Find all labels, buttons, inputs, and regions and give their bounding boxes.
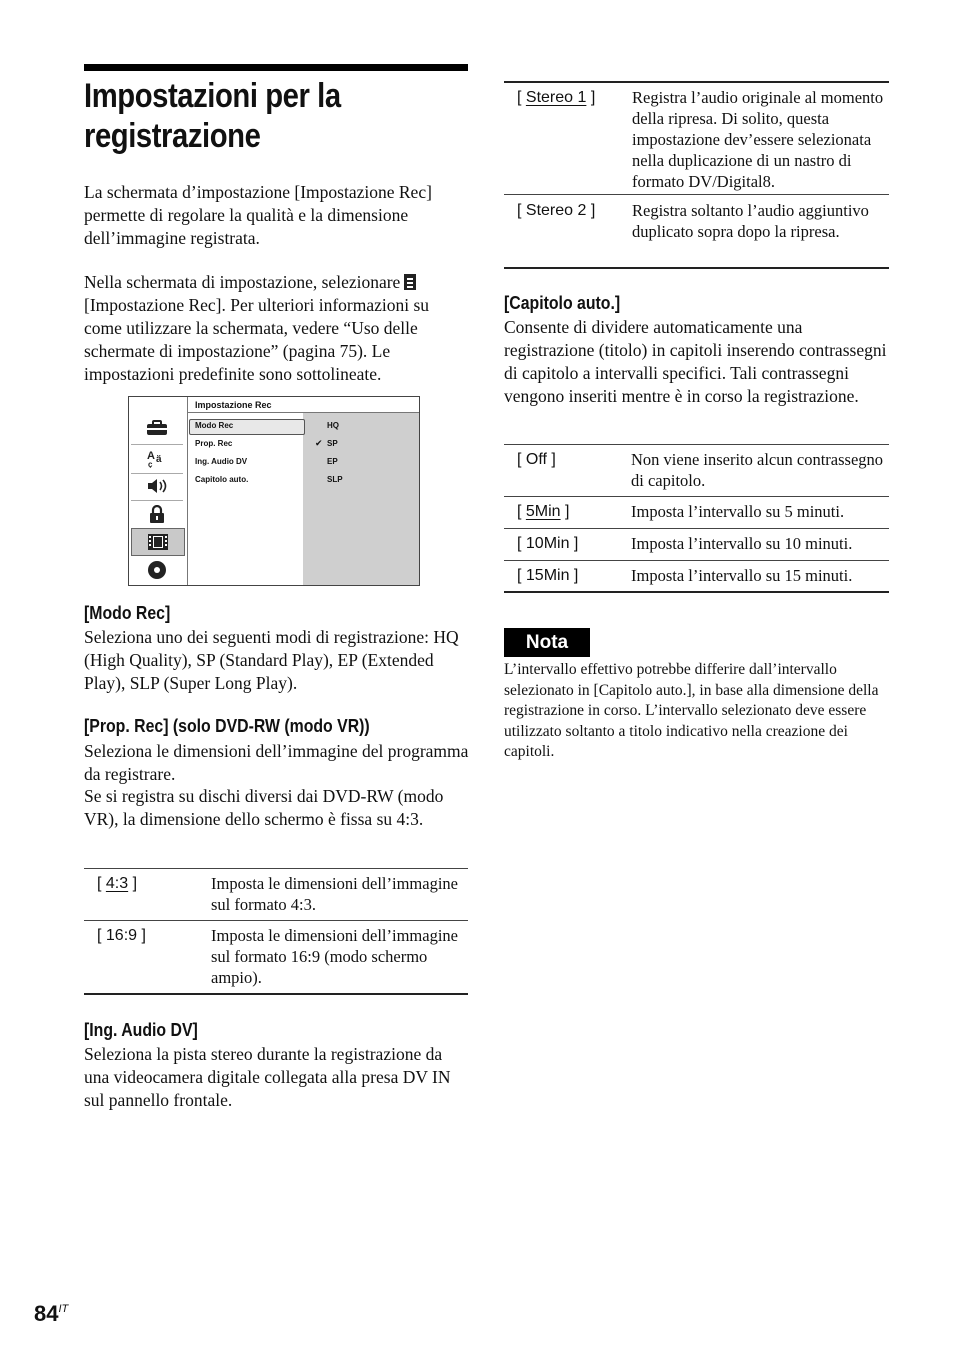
- prop-rec-text-2: Se si registra su dischi diversi dai DVD-RW (modo VR), la dimensione dello schermo è fissa su 4:3.: [84, 786, 444, 829]
- option-label: [ 15Min ]: [517, 567, 579, 584]
- intro-paragraph-1: La schermata d’impostazione [Impostazione Rec] permette di regolare la qualità e la dimensione dell’immagine registrata.: [84, 182, 432, 248]
- intro-paragraph-2-start: Nella schermata di impostazione, selezionare: [84, 272, 401, 292]
- option-label: [ 16:9 ]: [97, 927, 146, 944]
- capitolo-heading: [Capitolo auto.]: [504, 293, 621, 313]
- osd-value: EP: [327, 457, 338, 466]
- table-rule: [504, 591, 889, 593]
- table-rule: [504, 528, 889, 529]
- option-description: Imposta l’intervallo su 5 minuti.: [631, 502, 845, 521]
- osd-value: SP: [327, 439, 338, 448]
- disc-icon: [131, 557, 183, 583]
- option-label: [ 4:3 ]: [97, 875, 138, 892]
- osd-menu-panel: [187, 412, 419, 585]
- option-description: Non viene inserito alcun contrassegno di capitolo.: [631, 450, 884, 490]
- page-number: $84^{IT}$: [34, 1301, 69, 1326]
- toolbox-icon: [131, 415, 183, 441]
- svg-text:ç: ç: [148, 460, 153, 468]
- nota-text: L’intervallo effettivo potrebbe differire dall’intervallo selezionato in [Capitolo auto.], in base alla dimensione della registrazione in corso. L’intervallo selezionato deve essere utilizzato soltanto a titolo indicativo nella creazione dei capitoli.: [504, 661, 879, 760]
- option-description: Registra l’audio originale al momento della ripresa. Di solito, questa impostazione dev’essere selezionata nella duplicazione di un nastro di formato DV/Digital8.: [632, 88, 884, 191]
- ing-audio-heading: [Ing. Audio DV]: [84, 1020, 198, 1040]
- option-description: Imposta le dimensioni dell’immagine sul formato 4:3.: [211, 874, 458, 914]
- speaker-icon: [131, 473, 183, 499]
- option-label: [ Stereo 1 ]: [517, 89, 596, 106]
- page-title: Impostazioni per la registrazione: [84, 77, 341, 155]
- option-description: Imposta l’intervallo su 10 minuti.: [631, 534, 853, 553]
- option-label: [ Off ]: [517, 451, 556, 468]
- table-rule: [84, 868, 468, 869]
- film-icon: [131, 528, 185, 556]
- prop-rec-heading: [Prop. Rec] (solo DVD-RW (modo VR)): [84, 716, 370, 736]
- option-label: [ 10Min ]: [517, 535, 579, 552]
- option-label: [ 5Min ]: [517, 503, 570, 520]
- osd-menu-item: Capitolo auto.: [195, 475, 249, 484]
- table-rule: [504, 81, 889, 83]
- table-rule: [504, 560, 889, 561]
- table-rule: [504, 496, 889, 497]
- table-rule: [504, 444, 889, 445]
- osd-icon-column: [129, 397, 188, 585]
- osd-menu-item: Prop. Rec: [195, 439, 233, 448]
- setup-screen-illustration: [128, 396, 420, 586]
- nota-label: Nota: [504, 628, 590, 657]
- check-icon: ✔: [315, 438, 323, 448]
- table-rule: [84, 993, 468, 995]
- intro-paragraph-2-end: [Impostazione Rec]. Per ulteriori informazioni su come utilizzare la schermata, vedere “Uso delle schermate di impostazione” (pagina 75). Le impostazioni predefinite sono sottolineate.: [84, 295, 430, 384]
- osd-value: SLP: [327, 475, 343, 484]
- osd-menu-item: Ing. Audio DV: [195, 457, 248, 466]
- prop-rec-text-1: Seleziona le dimensioni dell’immagine del programma da registrare.: [84, 741, 469, 784]
- osd-value: HQ: [327, 421, 339, 430]
- option-description: Imposta le dimensioni dell’immagine sul formato 16:9 (modo schermo ampio).: [211, 926, 458, 987]
- svg-text:A: A: [147, 450, 155, 462]
- svg-text:ä: ä: [156, 454, 162, 465]
- modo-rec-text: Seleziona uno dei seguenti modi di registrazione: HQ (High Quality), SP (Standard Play), EP (Extended Play), SLP (Super Long Play).: [84, 627, 459, 693]
- ing-audio-text: Seleziona la pista stereo durante la registrazione da una videocamera digitale collegata alla presa DV IN sul pannello frontale.: [84, 1044, 451, 1110]
- option-description: Registra soltanto l’audio aggiuntivo duplicato sopra dopo la ripresa.: [632, 201, 869, 241]
- option-label: [ Stereo 2 ]: [517, 202, 596, 219]
- rec-settings-icon: [404, 274, 416, 290]
- table-rule: [504, 194, 889, 195]
- table-rule: [504, 267, 889, 269]
- osd-menu-item: Modo Rec: [195, 421, 234, 430]
- option-description: Imposta l’intervallo su 15 minuti.: [631, 566, 853, 585]
- intro-paragraph-2: [84, 271, 470, 386]
- language-icon: [131, 445, 183, 471]
- title-rule: [84, 64, 468, 71]
- lock-icon: [131, 501, 183, 527]
- modo-rec-heading: [Modo Rec]: [84, 603, 171, 623]
- osd-title: Impostazione Rec: [195, 400, 272, 410]
- table-rule: [84, 920, 468, 921]
- capitolo-text: Consente di dividere automaticamente una registrazione (titolo) in capitoli inserendo contrassegni di capitolo a intervalli specifici. Tali contrassegni vengono inseriti mentre è in corso la registrazione.: [504, 317, 887, 406]
